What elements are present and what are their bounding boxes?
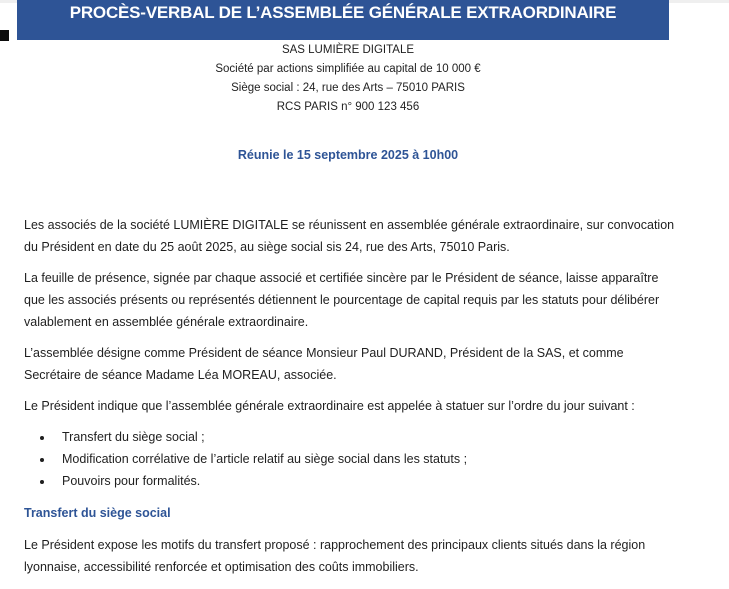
company-legal-form: Société par actions simplifiée au capital de 10 000 € <box>215 63 481 75</box>
company-info-block <box>0 41 696 117</box>
page-margin-artifact <box>0 30 9 41</box>
document-title-banner <box>17 0 669 40</box>
paragraph-transfer-motives: Le Président expose les motifs du transfert proposé : rapprochement des principaux clients situés dans la région lyonnaise, accessibilité renforcée et optimisation des coûts immobiliers. <box>24 538 646 574</box>
company-rcs-number: RCS PARIS n° 900 123 456 <box>276 101 420 113</box>
company-name: SAS LUMIÈRE DIGITALE <box>281 44 415 56</box>
paragraph-agenda-intro: Le Président indique que l’assemblée générale extraordinaire est appelée à statuer sur l’ordre du jour suivant : <box>24 399 635 413</box>
company-address: Siège social : 24, rue des Arts – 75010 PARIS <box>231 82 465 94</box>
document-title: PROCÈS-VERBAL DE L’ASSEMBLÉE GÉNÉRALE EXTRAORDINAIRE <box>69 3 617 22</box>
paragraph-convocation: Les associés de la société LUMIÈRE DIGITALE se réunissent en assemblée générale extraordinaire, sur convocation du Président en date du 25 août 2025, au siège social sis 24, rue des Arts, 75010 Paris. <box>24 218 675 254</box>
agenda-item-modification-statuts: • Modification corrélative de l’article relatif au siège social dans les statuts ; <box>54 448 676 470</box>
meeting-date-line: Réunie le 15 septembre 2025 à 10h00 <box>237 148 459 162</box>
agenda-item-pouvoirs: • Pouvoirs pour formalités. <box>54 470 676 492</box>
agenda-item-transfert: • Transfert du siège social ; <box>54 426 676 448</box>
agenda-list <box>24 426 676 492</box>
section-heading-transfert: Transfert du siège social <box>24 506 171 520</box>
paragraph-attendance-sheet: La feuille de présence, signée par chaque associé et certifiée sincère par le Président de séance, laisse apparaître que les associés présents ou représentés détiennent le pourcentage de capital requis par les statuts pour délibérer valablement en assemblée générale extraordinaire. <box>24 271 660 329</box>
document-body <box>24 214 676 587</box>
paragraph-officers-designation: L’assemblée désigne comme Président de séance Monsieur Paul DURAND, Président de la SAS, et comme Secrétaire de séance Madame Léa MOREAU, associée. <box>24 346 624 382</box>
